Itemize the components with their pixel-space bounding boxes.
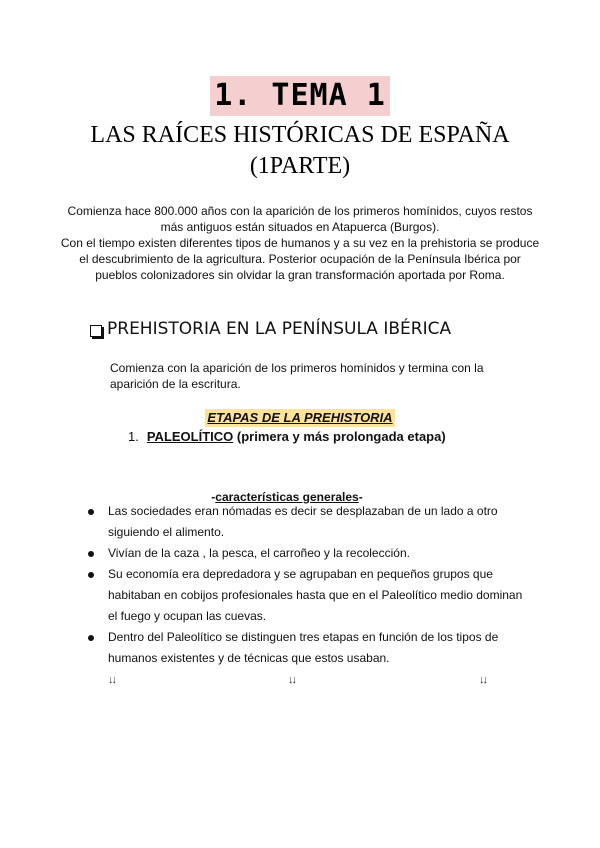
bullet-dot-icon — [88, 509, 94, 515]
list-item-text: Dentro del Paleolítico se distinguen tres etapas en función de los tipos de humanos existentes y de técnicas que estos usaban. — [108, 630, 499, 665]
section-heading — [90, 318, 451, 340]
tema-heading-wrapper — [0, 76, 600, 116]
bullet-dot-icon — [88, 551, 94, 557]
paleolitico-description: (primera y más prolongada etapa) — [233, 429, 446, 444]
main-title-line2: (1PARTE) — [249, 153, 351, 179]
section-text: Comienza con la aparición de los primeros homínidos y termina con la aparición de la escritura. — [110, 361, 484, 391]
main-title — [0, 120, 600, 182]
etapas-heading-wrapper — [0, 409, 600, 427]
list-item — [88, 627, 528, 669]
bullet-dot-icon — [88, 635, 94, 641]
paleolitico-heading — [128, 428, 446, 446]
down-arrows-left-icon: ↓↓ — [108, 674, 115, 686]
list-item — [88, 501, 528, 543]
down-arrows-center-icon: ↓↓ — [288, 674, 295, 686]
characteristics-list — [88, 501, 528, 669]
list-item-text: Las sociedades eran nómadas es decir se desplazaban de un lado a otro siguiendo el alimento. — [108, 504, 498, 539]
section-heading-text: PREHISTORIA EN LA PENÍNSULA IBÉRICA — [107, 319, 452, 339]
down-arrows-right-icon: ↓↓ — [479, 674, 486, 686]
bullet-dot-icon — [88, 572, 94, 578]
characteristics-text: características generales — [215, 490, 359, 504]
list-item — [88, 543, 528, 564]
paleolitico-name: PALEOLÍTICO — [146, 429, 234, 444]
paleolitico-number: 1. — [128, 429, 139, 444]
list-item-text: Vivían de la caza , la pesca, el carroñeo y la recolección. — [108, 546, 410, 560]
list-item — [88, 564, 528, 627]
intro-paragraph — [60, 203, 540, 283]
list-item-text: Su economía era depredadora y se agrupaban en pequeños grupos que habitaban en cobijos profesionales hasta que en el Paleolítico medio dominan el fuego y ocupan las cuevas. — [108, 567, 523, 623]
intro-text-2: Con el tiempo existen diferentes tipos de humanos y a su vez en la prehistoria se produce el descubrimiento de la agricultura. Posterior ocupación de la Península Ibérica por pueblos colonizadores sin olvidar la gran transformación aportada por Roma. — [60, 236, 540, 282]
intro-text-1: Comienza hace 800.000 años con la aparición de los primeros homínidos, cuyos restos más antiguos están situados en Atapuerca (Burgos). — [67, 204, 533, 234]
characteristics-prefix: - — [211, 490, 216, 504]
etapas-heading: ETAPAS DE LA PREHISTORIA — [207, 410, 393, 425]
main-title-line1: LAS RAÍCES HISTÓRICAS DE ESPAÑA — [90, 122, 510, 148]
characteristics-suffix: - — [358, 490, 363, 504]
checkbox-bullet-icon — [90, 325, 102, 337]
tema-heading: 1. TEMA 1 — [210, 76, 390, 116]
